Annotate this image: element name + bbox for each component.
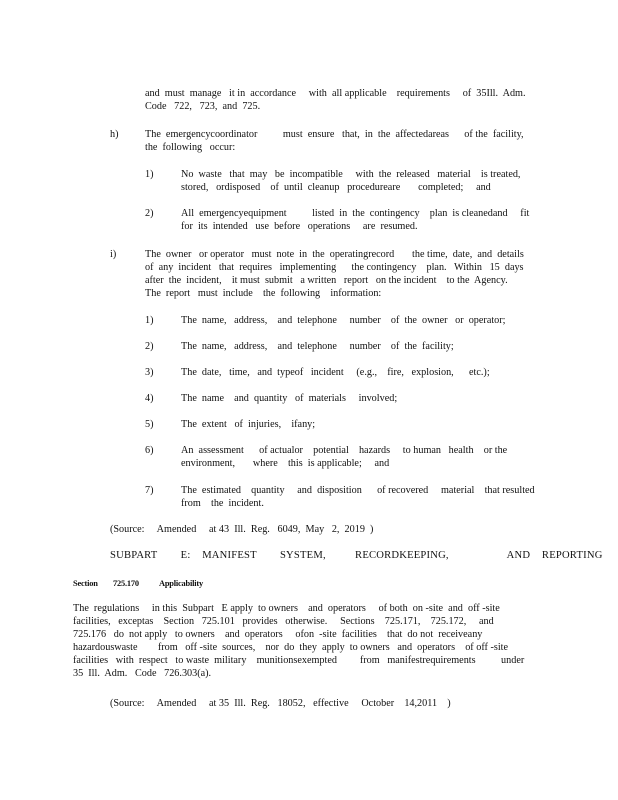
item-h-line-2: the following occur: (145, 142, 236, 153)
item-h-1-line-1: No waste that may be incompatible with the released material is treated, (181, 169, 521, 180)
item-h-1-marker: 1) (145, 169, 154, 180)
item-i-6-line-2: environment, where this is applicable; and (181, 458, 390, 469)
item-i-7-marker: 7) (145, 485, 154, 496)
body-line-2: facilities, exceptas Section 725.101 provides otherwise. Sections 725.171, 725.172, and (73, 616, 494, 627)
item-i-2-text: The name, address, and telephone number of the facility; (181, 341, 454, 352)
item-h-1-line-2: stored, ordisposed of until cleanup procedureare completed; and (181, 182, 491, 193)
item-i-6-line-1: An assessment of actualor potential hazards to human health or the (181, 445, 508, 456)
item-i-4-text: The name and quantity of materials involved; (181, 393, 398, 404)
item-i-line-4: The report must include the following information: (145, 288, 382, 299)
continuation-line-1: and must manage it in accordance with all applicable requirements of 35Ill. Adm. (145, 88, 526, 99)
item-i-3-text: The date, time, and typeof incident (e.g., fire, explosion, etc.); (181, 367, 490, 378)
source-note-1: (Source: Amended at 43 Ill. Reg. 6049, May 2, 2019 ) (110, 524, 374, 535)
item-i-5-marker: 5) (145, 419, 154, 430)
body-line-6: 35 Ill. Adm. Code 726.303(a). (73, 668, 212, 679)
section-number: 725.170 (113, 579, 139, 588)
item-i-line-3: after the incident, it must submit a written report on the incident to the Agency. (145, 275, 508, 286)
item-i-line-2: of any incident that requires implementing the contingency plan. Within 15 days (145, 262, 524, 273)
source-note-2: (Source: Amended at 35 Ill. Reg. 18052, effective October 14,2011 ) (110, 698, 451, 709)
item-i-7-line-2: from the incident. (181, 498, 264, 509)
subpart-heading: SUBPART E: MANIFEST SYSTEM, RECORDKEEPING, AND REPORTING (110, 550, 603, 561)
body-line-3: 725.176 do not apply to owners and operators ofon -site facilities that do not receiveany (73, 629, 483, 640)
item-i-4-marker: 4) (145, 393, 154, 404)
item-h-line-1: The emergencycoordinator must ensure that, in the affectedareas of the facility, (145, 129, 524, 140)
item-h-2-line-2: for its intended use before operations are resumed. (181, 221, 418, 232)
item-i-1-text: The name, address, and telephone number of the owner or operator; (181, 315, 506, 326)
item-i-line-1: The owner or operator must note in the operatingrecord the time, date, and details (145, 249, 524, 260)
item-h-2-line-1: All emergencyequipment listed in the contingency plan is cleanedand fit (181, 208, 530, 219)
section-label: Section (73, 579, 98, 588)
item-i-2-marker: 2) (145, 341, 154, 352)
item-i-marker: i) (110, 249, 117, 260)
section-title: Applicability (159, 579, 203, 588)
body-line-5: facilities with respect to waste military munitionsexempted from manifestrequirements under (73, 655, 525, 666)
item-h-marker: h) (110, 129, 119, 140)
item-i-3-marker: 3) (145, 367, 154, 378)
item-i-6-marker: 6) (145, 445, 154, 456)
item-i-5-text: The extent of injuries, ifany; (181, 419, 316, 430)
continuation-line-2: Code 722, 723, and 725. (145, 101, 261, 112)
item-i-7-line-1: The estimated quantity and disposition of recovered material that resulted (181, 485, 535, 496)
body-line-1: The regulations in this Subpart E apply to owners and operators of both on -site and off -site (73, 603, 500, 614)
item-i-1-marker: 1) (145, 315, 154, 326)
body-line-4: hazardouswaste from off -site sources, nor do they apply to owners and operators of off -site (73, 642, 509, 653)
item-h-2-marker: 2) (145, 208, 154, 219)
